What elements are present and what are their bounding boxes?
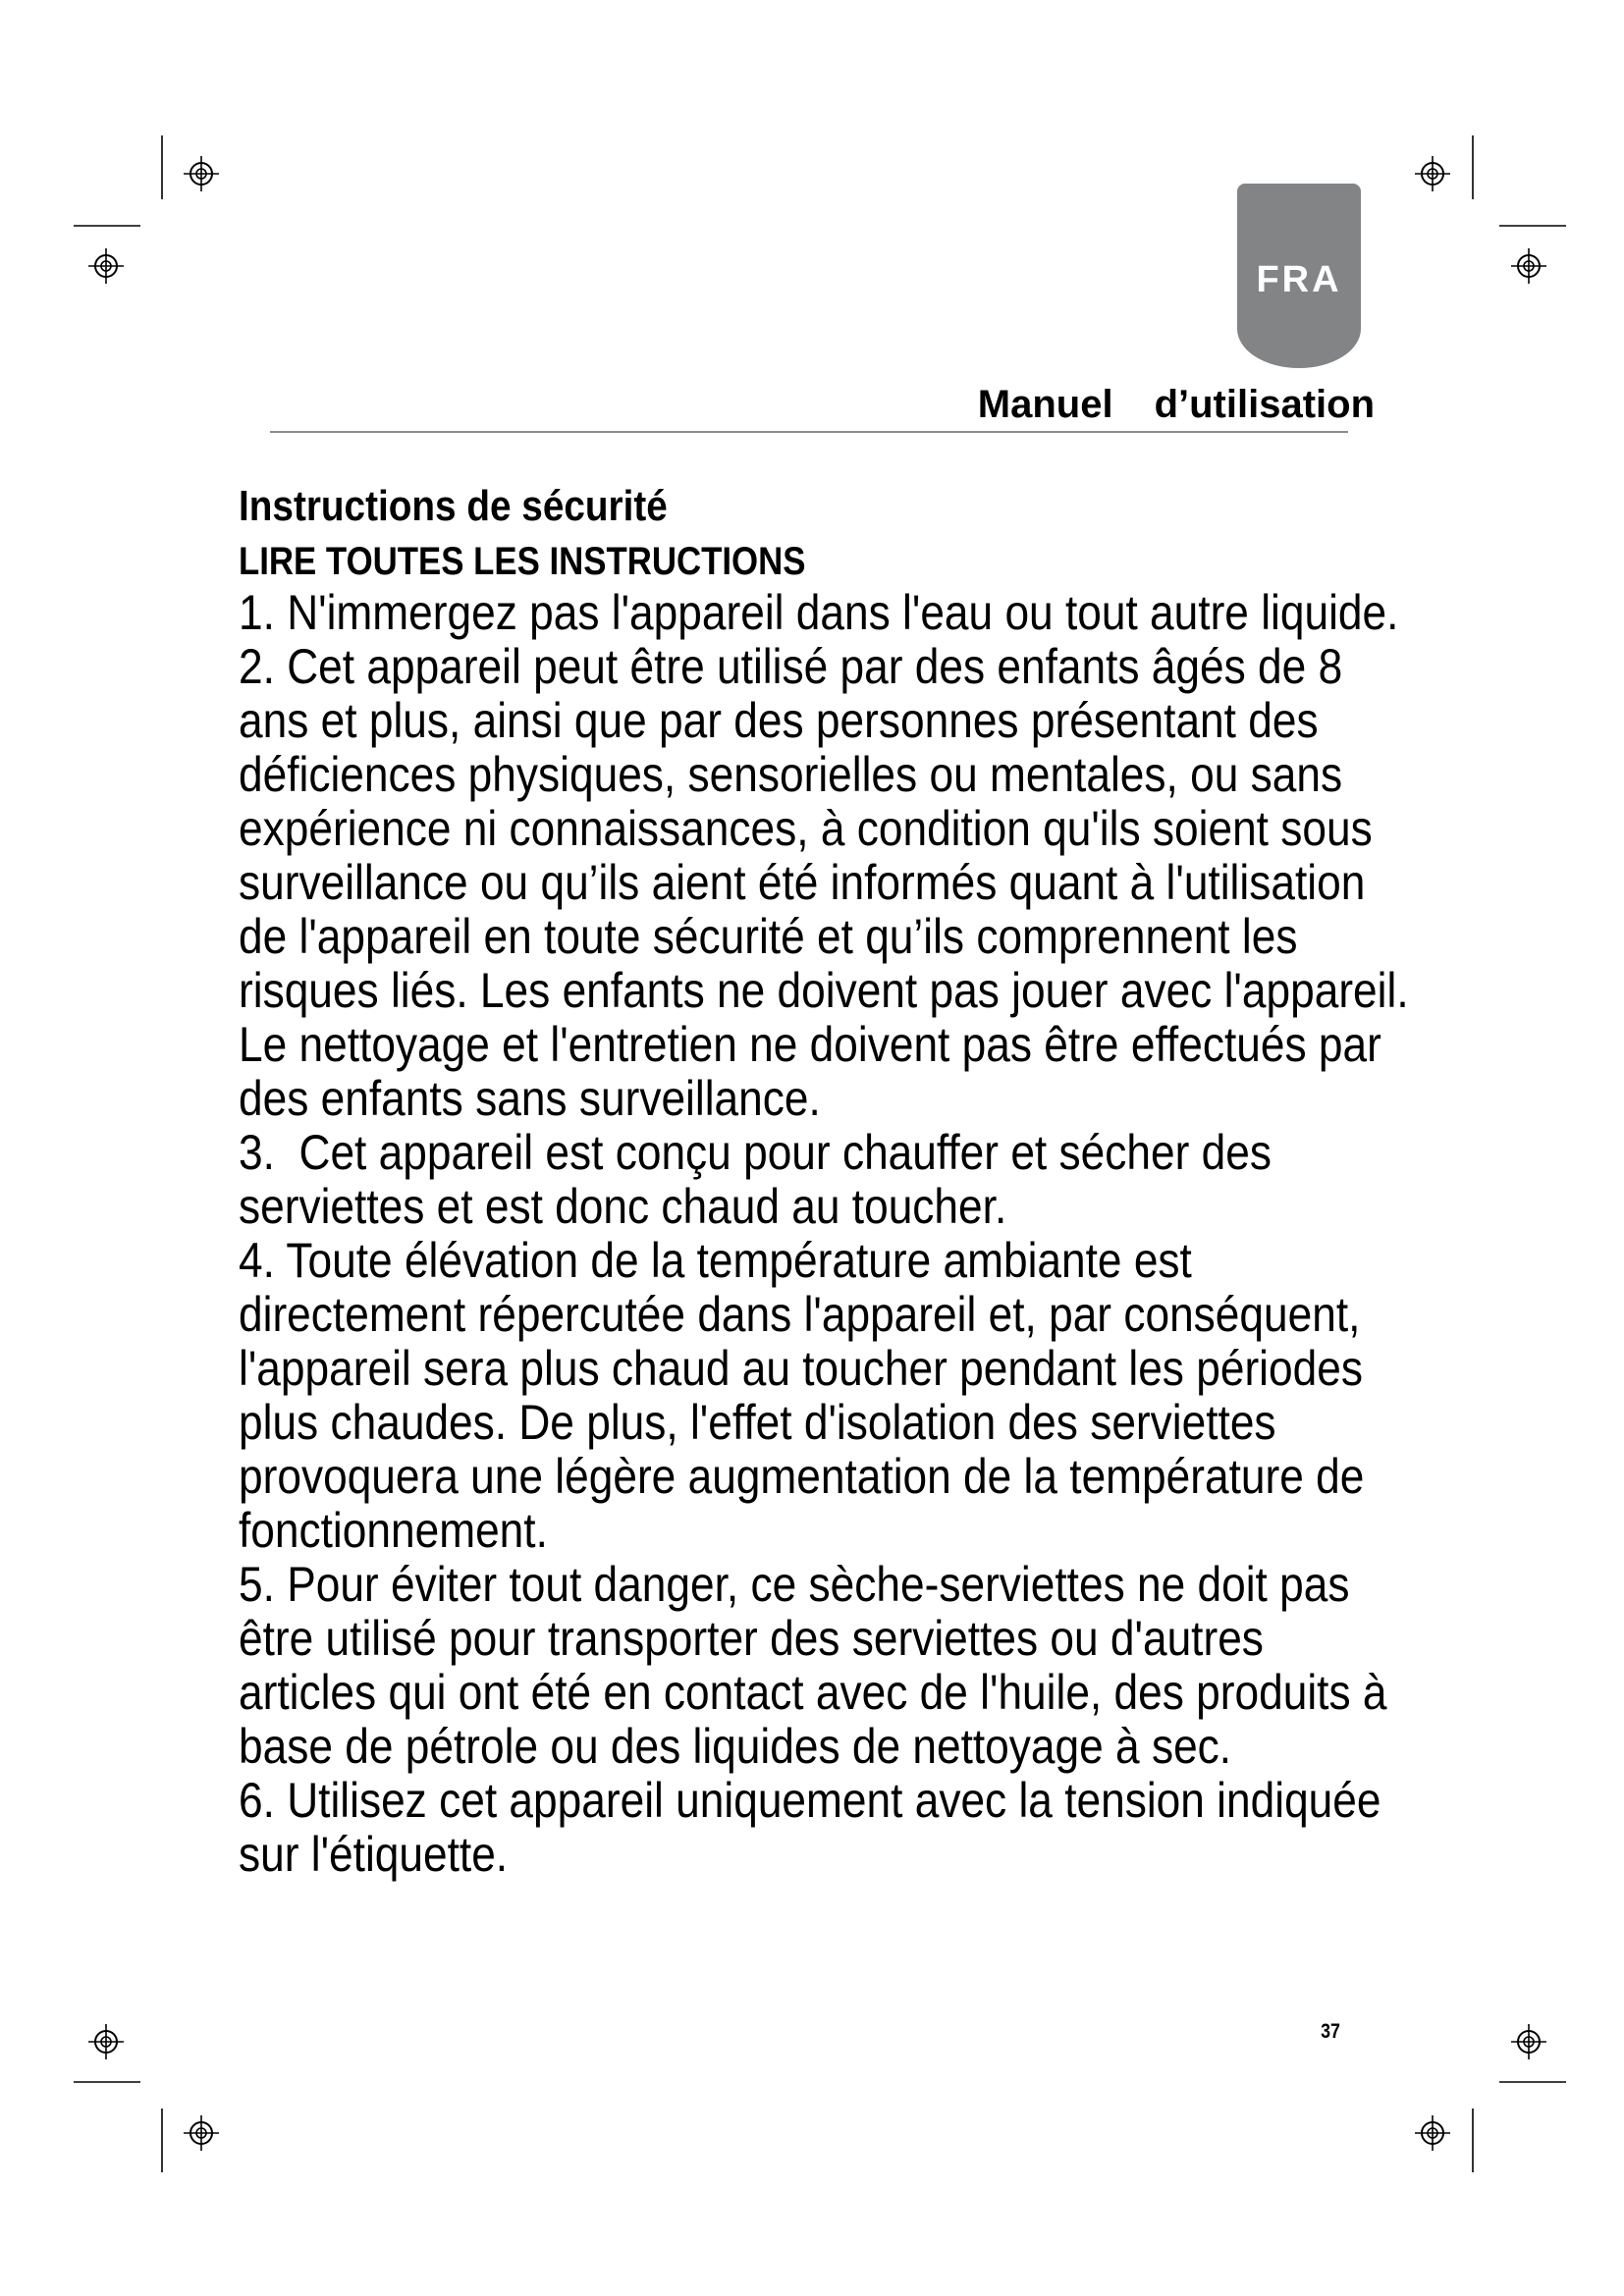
instruction-line: 5. Pour éviter tout danger, ce sèche-serviettes ne doit pas: [239, 1557, 1350, 1612]
instruction-line: plus chaudes. De plus, l'effet d'isolation des serviettes: [239, 1395, 1276, 1450]
registration-mark-icon: [1415, 2115, 1450, 2151]
instruction-item-5: [239, 1558, 1515, 1774]
instruction-line: 1. N'immergez pas l'appareil dans l'eau ou tout autre liquide.: [239, 585, 1399, 640]
instruction-item-3: [239, 1126, 1515, 1234]
instruction-line: de l'appareil en toute sécurité et qu’ils comprennent les: [239, 909, 1298, 964]
instruction-line: provoquera une légère augmentation de la température de: [239, 1449, 1365, 1504]
registration-mark-icon: [184, 156, 219, 191]
registration-mark-icon: [1511, 2024, 1546, 2059]
instruction-line: ans et plus, ainsi que par des personnes présentant des: [239, 693, 1319, 748]
instruction-line: des enfants sans surveillance.: [239, 1071, 821, 1126]
running-header-word-1: Manuel: [977, 383, 1113, 426]
instruction-item-1: [239, 586, 1515, 640]
language-tab: [1237, 184, 1361, 368]
instruction-line: risques liés. Les enfants ne doivent pas jouer avec l'appareil.: [239, 963, 1409, 1018]
registration-mark-icon: [88, 248, 124, 284]
instruction-line: 3. Cet appareil est conçu pour chauffer et sécher des: [239, 1125, 1272, 1180]
running-header: [978, 380, 1375, 429]
registration-mark-icon: [1415, 156, 1450, 191]
instruction-item-2: [239, 640, 1515, 1126]
registration-mark-icon: [88, 2024, 124, 2059]
instruction-line: surveillance ou qu’ils aient été informés quant à l'utilisation: [239, 855, 1366, 910]
section-title: Instructions de sécurité: [239, 482, 668, 530]
running-header-word-2: d’utilisation: [1154, 383, 1375, 426]
registration-mark-icon: [1511, 248, 1546, 284]
instruction-line: 6. Utilisez cet appareil uniquement avec la tension indiquée: [239, 1773, 1381, 1828]
registration-mark-icon: [184, 2115, 219, 2151]
instruction-item-4: [239, 1234, 1515, 1558]
instruction-list: [239, 586, 1515, 1882]
instruction-item-6: [239, 1774, 1515, 1882]
instruction-line: base de pétrole ou des liquides de nettoyage à sec.: [239, 1719, 1232, 1774]
header-divider: [270, 431, 1348, 433]
page-number: 37: [1321, 2020, 1340, 2043]
instruction-line: l'appareil sera plus chaud au toucher pendant les périodes: [239, 1341, 1363, 1396]
instruction-line: 2. Cet appareil peut être utilisé par des enfants âgés de 8: [239, 639, 1343, 694]
language-tab-label: FRA: [1256, 259, 1342, 300]
instruction-line: être utilisé pour transporter des serviettes ou d'autres: [239, 1611, 1264, 1666]
instruction-line: expérience ni connaissances, à condition qu'ils soient sous: [239, 801, 1373, 856]
instruction-line: directement répercutée dans l'appareil et, par conséquent,: [239, 1287, 1361, 1342]
instruction-line: déficiences physiques, sensorielles ou mentales, ou sans: [239, 747, 1343, 802]
instruction-line: fonctionnement.: [239, 1503, 548, 1558]
instruction-line: articles qui ont été en contact avec de l'huile, des produits à: [239, 1665, 1387, 1720]
instruction-line: sur l'étiquette.: [239, 1827, 509, 1882]
section-subtitle: LIRE TOUTES LES INSTRUCTIONS: [239, 540, 806, 583]
instruction-line: Le nettoyage et l'entretien ne doivent pas être effectués par: [239, 1017, 1381, 1072]
instruction-line: serviettes et est donc chaud au toucher.: [239, 1179, 1007, 1234]
instruction-line: 4. Toute élévation de la température ambiante est: [239, 1233, 1192, 1288]
